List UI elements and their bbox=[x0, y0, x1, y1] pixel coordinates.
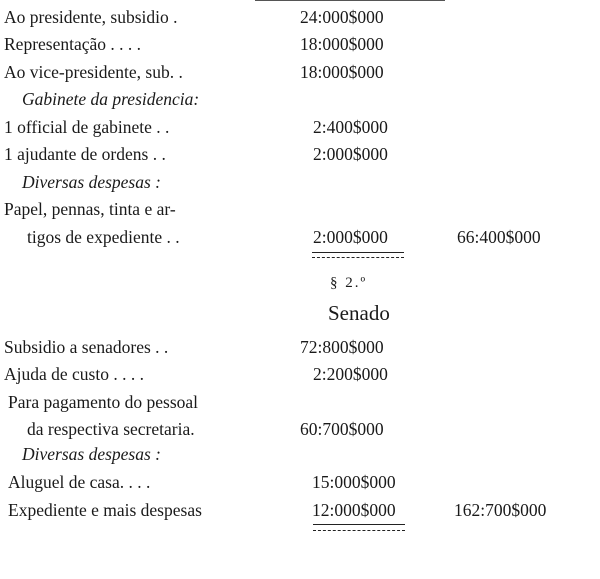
row-amount-aluguel: 15:000$000 bbox=[312, 472, 396, 492]
row-amount-papel: 2:000$000 bbox=[313, 227, 388, 247]
row-amount-ajudante: 2:000$000 bbox=[313, 144, 388, 164]
row-amount-presidente: 24:000$000 bbox=[300, 7, 384, 27]
row-label-expediente: Expediente e mais despesas bbox=[8, 500, 202, 520]
gabinete-heading: Gabinete da presidencia: bbox=[22, 89, 200, 109]
row-label-papel-line1: Papel, pennas, tinta e ar- bbox=[4, 199, 176, 219]
row-amount-subsidio: 72:800$000 bbox=[300, 337, 384, 357]
row-amount-expediente: 12:000$000 bbox=[312, 500, 396, 520]
row-amount-pessoal: 60:700$000 bbox=[300, 419, 384, 439]
diversas-heading-2: Diversas despesas : bbox=[22, 444, 162, 464]
row-amount-vice-presidente: 18:000$000 bbox=[300, 62, 384, 82]
diversas-heading-1: Diversas despesas : bbox=[22, 172, 162, 192]
row-label-presidente: Ao presidente, subsidio . bbox=[4, 7, 178, 27]
row-label-pessoal-line1: Para pagamento do pessoal bbox=[8, 392, 199, 412]
row-amount-official: 2:400$000 bbox=[313, 117, 388, 137]
rule-section1-dashed bbox=[312, 257, 404, 258]
row-amount-ajuda: 2:200$000 bbox=[313, 364, 388, 384]
section2-total: 162:700$000 bbox=[454, 500, 547, 520]
row-label-subsidio: Subsidio a senadores . . bbox=[4, 337, 169, 357]
row-label-aluguel: Aluguel de casa. . . . bbox=[8, 472, 151, 492]
top-rule bbox=[255, 0, 445, 1]
row-label-representacao: Representação . . . . bbox=[4, 34, 142, 54]
row-label-pessoal-line2: da respectiva secretaria. bbox=[27, 419, 195, 439]
section2-mark: § 2.º bbox=[330, 275, 368, 291]
section1-total: 66:400$000 bbox=[457, 227, 541, 247]
rule-section2-dashed bbox=[313, 530, 405, 531]
rule-section1 bbox=[312, 252, 404, 253]
row-label-ajuda: Ajuda de custo . . . . bbox=[4, 364, 144, 384]
rule-section2 bbox=[313, 524, 405, 525]
section2-title: Senado bbox=[328, 301, 390, 325]
row-label-papel-line2: tigos de expediente . . bbox=[27, 227, 180, 247]
row-label-official: 1 official de gabinete . . bbox=[4, 117, 170, 137]
row-amount-representacao: 18:000$000 bbox=[300, 34, 384, 54]
row-label-ajudante: 1 ajudante de ordens . . bbox=[4, 144, 166, 164]
row-label-vice-presidente: Ao vice-presidente, sub. . bbox=[4, 62, 183, 82]
